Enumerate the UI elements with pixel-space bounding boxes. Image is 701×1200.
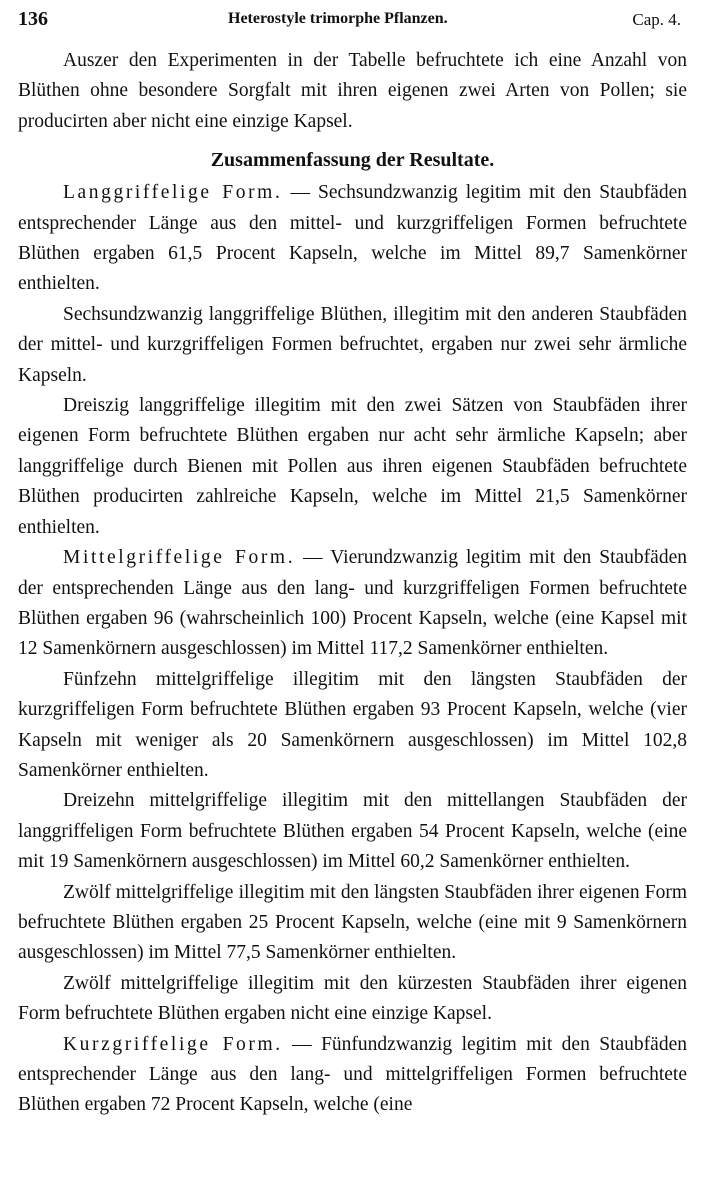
paragraph-lead: Langgriffelige Form. xyxy=(63,182,283,204)
paragraph-lead: Mittelgriffelige Form. xyxy=(63,547,296,569)
paragraph-text: — Vierundzwanzig legitim mit den Staubfäden der entsprechenden Länge aus den lang- und kurzgriffeligen Formen befruchtete Blüthen ergaben 96 (wahrscheinlich 100) Procent Kapseln, welche (eine Kapsel mit 12 Samenkörnern ausgeschlossen) im Mittel 117,2 Samenkörner enthielten. xyxy=(18,547,687,660)
paragraph xyxy=(18,300,687,391)
paragraph xyxy=(18,878,687,969)
page-number: 136 xyxy=(18,8,48,30)
paragraph-mittelgriffelige xyxy=(18,543,687,665)
paragraph-text: — Sechsundzwanzig legitim mit den Staubfäden entsprechender Länge aus den mittel- und kurzgriffeligen Formen befruchtete Blüthen ergaben 61,5 Procent Kapseln, welche im Mittel 89,7 Samenkörner enthielten. xyxy=(18,182,687,295)
section-heading: Zusammenfassung der Resultate. xyxy=(210,149,495,172)
running-title: Heterostyle trimorphe Pflanzen. xyxy=(228,10,448,27)
paragraph-text: Fünfzehn mittelgriffelige illegitim mit den längsten Staubfäden der kurzgriffeligen Form befruchtete Blüthen ergaben 93 Procent Kapseln, welche (vier Kapseln mit weniger als 20 Samenkörnern ausgeschlossen) im Mittel 102,8 Samenkörner enthielten. xyxy=(18,668,687,781)
paragraph xyxy=(18,786,687,877)
paragraph xyxy=(18,665,687,787)
paragraph-kurzgriffelige xyxy=(18,1030,687,1121)
intro-paragraph: Auszer den Experimenten in der Tabelle befruchtete ich eine Anzahl von Blüthen ohne besondere Sorgfalt mit ihren eigenen zwei Arten von Pollen; sie producirten aber nicht eine einzige Kapsel. xyxy=(18,50,687,132)
body-text xyxy=(18,46,687,1121)
chapter-label: Cap. 4. xyxy=(632,10,681,29)
running-head xyxy=(18,4,687,34)
paragraph xyxy=(18,391,687,543)
paragraph-text: — Fünfundzwanzig legitim mit den Staubfäden entsprechender Länge aus den lang- und mittelgriffeligen Formen befruchtete Blüthen ergaben 72 Procent Kapseln, welche (eine xyxy=(18,1033,687,1116)
paragraph-lead: Kurzgriffelige Form. xyxy=(63,1033,283,1055)
paragraph-langgriffelige xyxy=(18,178,687,300)
paragraph-text: Zwölf mittelgriffelige illegitim mit den kürzesten Staubfäden ihrer eigenen Form befruchtete Blüthen ergaben nicht eine einzige Kapsel. xyxy=(18,972,687,1025)
paragraph-text: Zwölf mittelgriffelige illegitim mit den längsten Staubfäden ihrer eigenen Form befruchtete Blüthen ergaben 25 Procent Kapseln, welche (eine mit 9 Samenkörnern ausgeschlossen) im Mittel 77,5 Samenkörner enthielten. xyxy=(18,881,687,964)
paragraph xyxy=(18,969,687,1030)
paragraph-text: Sechsundzwanzig langgriffelige Blüthen, illegitim mit den anderen Staubfäden der mittel- und kurzgriffeligen Formen befruchtet, ergaben nur zwei sehr ärmliche Kapseln. xyxy=(18,303,687,386)
paragraph-text: Dreiszig langgriffelige illegitim mit den zwei Sätzen von Staubfäden ihrer eigenen Form befruchtete Blüthen ergaben nur acht sehr ärmliche Kapseln; aber langgriffelige durch Bienen mit Pollen aus ihren eigenen Staubfäden befruchtete Blüthen producirten zahlreiche Kapseln, welche im Mittel 21,5 Samenkörner enthielten. xyxy=(18,395,687,538)
paragraph-text: Dreizehn mittelgriffelige illegitim mit den mittellangen Staubfäden der langgriffeligen Form befruchtete Blüthen ergaben 54 Procent Kapseln, welche (eine mit 19 Samenkörnern ausgeschlossen) im Mittel 60,2 Samenkörner enthielten. xyxy=(18,790,687,873)
